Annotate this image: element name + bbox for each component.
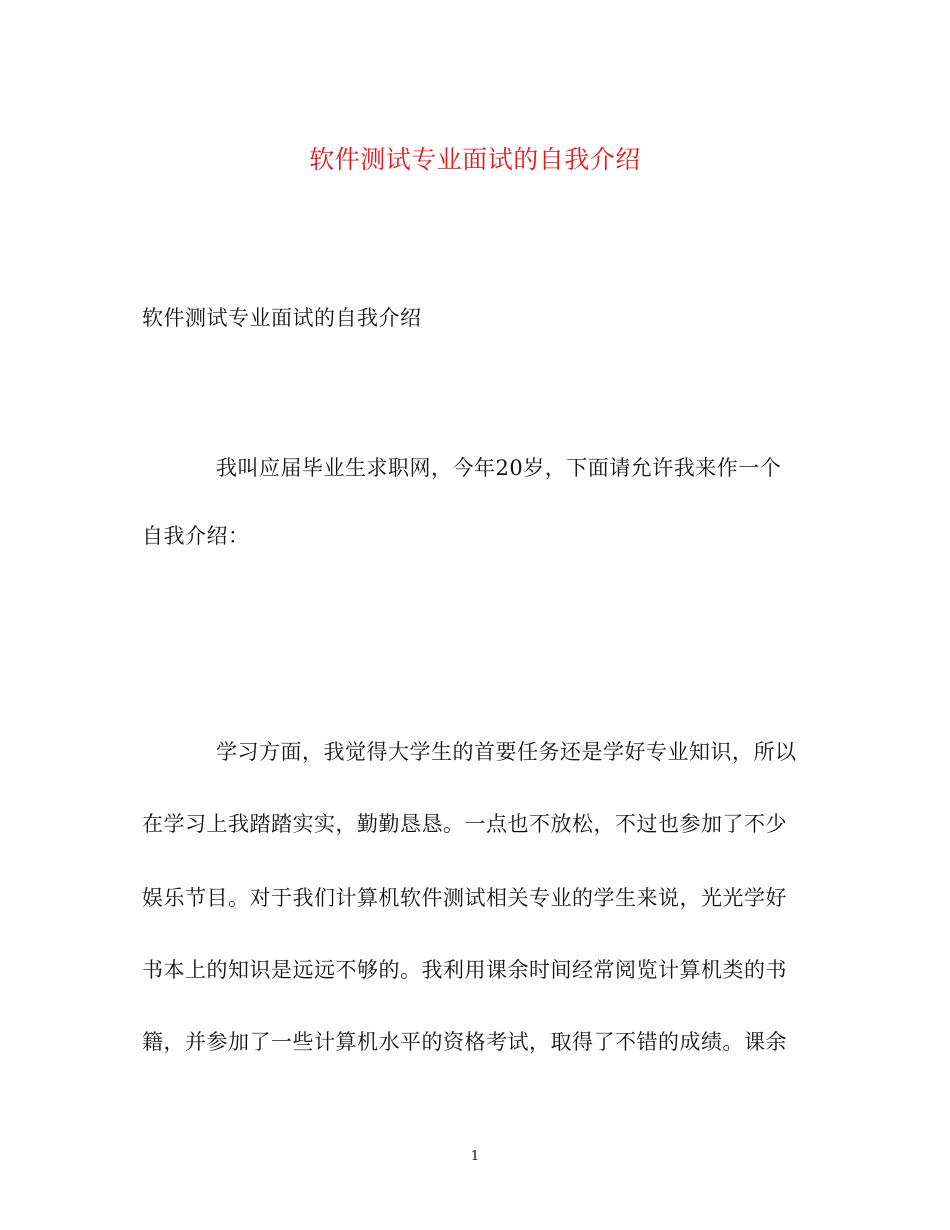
paragraph-2-line-2: 在学习上我踏踏实实，勤勤恳恳。一点也不放松，不过也参加了不少 [142, 812, 787, 836]
paragraph-1-line-1: 我叫应届毕业生求职网，今年20岁，下面请允许我来作一个 [216, 456, 782, 480]
document-title: 软件测试专业面试的自我介绍 [309, 145, 641, 174]
document-heading: 软件测试专业面试的自我介绍 [142, 306, 422, 330]
paragraph-2-line-4: 书本上的知识是远远不够的。我利用课余时间经常阅览计算机类的书 [142, 958, 787, 982]
paragraph-2-line-3: 娱乐节目。对于我们计算机软件测试相关专业的学生来说，光光学好 [142, 886, 787, 910]
paragraph-2-line-5: 籍，并参加了一些计算机水平的资格考试，取得了不错的成绩。课余 [142, 1030, 787, 1054]
page-number: 1 [470, 1149, 480, 1164]
paragraph-1-line-2: 自我介绍： [142, 524, 250, 548]
paragraph-2-line-1: 学习方面，我觉得大学生的首要任务还是学好专业知识，所以 [216, 740, 797, 764]
